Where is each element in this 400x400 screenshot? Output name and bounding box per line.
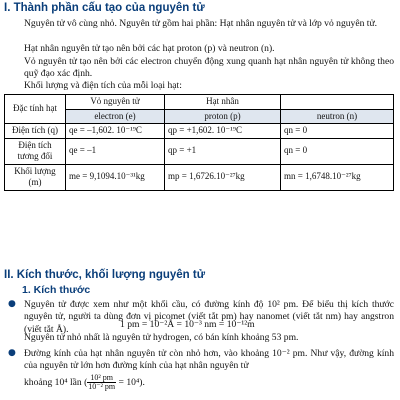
table-row: [5, 164, 394, 190]
subsection-size-title: 1. Kích thước: [22, 284, 91, 296]
subheader-neutron: neutron (n): [281, 109, 394, 124]
header-nucleus: Hạt nhân: [165, 95, 281, 110]
paragraph-atom-size: Nguyên tử được xem như một khối cầu, có đường kính độ 10² pm. Để biểu thị kích thước nguyên tử, người ta dùng đơn vị picomet (viết tắt pm) hay nanomet (viết tắt nm) hay angstron (viết tắt Å).: [24, 299, 394, 335]
particle-properties-table: [4, 94, 394, 191]
section-1-title: I. Thành phần cấu tạo của nguyên tử: [4, 2, 205, 14]
cell-neutron: qn = 0: [281, 138, 394, 164]
cell-electron: me = 9,1094.10⁻³¹kg: [66, 164, 165, 190]
cell-proton: qp = +1,602. 10⁻¹⁹C: [165, 124, 281, 139]
paragraph-nucleus-size: Đường kính của hạt nhân nguyên tử còn nhỏ hơn, vào khoảng 10⁻² pm. Như vậy, đường kính của nguyên tử lớn hơn đường kính của hạt nhân nguyên tử: [24, 348, 394, 372]
header-property: Đặc tính hạt: [5, 95, 66, 124]
cell-proton: qp = +1: [165, 138, 281, 164]
fraction-numerator: 10² pm: [87, 374, 116, 383]
header-shell: Vỏ nguyên tử: [66, 95, 165, 110]
ratio-fraction: [87, 374, 116, 392]
paragraph-nucleus: Hạt nhân nguyên tử tạo nên bởi các hạt proton (p) và neutron (n).: [24, 43, 275, 54]
ratio-suffix: = 10⁴).: [116, 377, 145, 389]
table-header-row: [5, 95, 394, 110]
unit-equation: 1 pm = 10⁻²Å = 10⁻³ nm = 10⁻¹²m: [120, 319, 255, 330]
fraction-denominator: 10⁻² pm: [88, 382, 116, 392]
paragraph-ratio: [24, 374, 394, 392]
cell-neutron: mn = 1,6748.10⁻²⁷kg: [281, 164, 394, 190]
paragraph-hydrogen: Nguyên tử nhỏ nhất là nguyên tử hydrogen, có bán kính khoảng 53 pm.: [24, 332, 299, 343]
subheader-electron: electron (e): [66, 109, 165, 124]
table-row: [5, 124, 394, 139]
row-label: Điện tích tương đối: [5, 138, 66, 164]
header-blank: [281, 95, 394, 110]
subheader-proton: proton (p): [165, 109, 281, 124]
section-2-title: II. Kích thước, khối lượng nguyên tử: [4, 269, 206, 281]
paragraph-table-intro: Khối lượng và điện tích của mỗi loại hạt:: [24, 80, 182, 91]
table-row: [5, 138, 394, 164]
bullet-icon: ●: [8, 348, 16, 358]
bullet-icon: ●: [8, 299, 16, 309]
ratio-prefix: khoảng 10⁴ lần (: [24, 377, 88, 389]
cell-proton: mp = 1,6726.10⁻²⁷kg: [165, 164, 281, 190]
paragraph-shell: Vỏ nguyên tử tạo nên bởi các electron chuyển động xung quanh hạt nhân nguyên tử không theo quỹ đạo xác định.: [24, 56, 394, 80]
cell-electron: qe = –1: [66, 138, 165, 164]
row-label: Điện tích (q): [5, 124, 66, 139]
cell-electron: qe = –1,602. 10⁻¹⁹C: [66, 124, 165, 139]
cell-neutron: qn = 0: [281, 124, 394, 139]
paragraph-atom-intro: Nguyên tử vô cùng nhỏ. Nguyên tử gồm hai phần: Hạt nhân nguyên tử và lớp vỏ nguyên tử.: [24, 18, 378, 29]
row-label: Khối lượng (m): [5, 164, 66, 190]
